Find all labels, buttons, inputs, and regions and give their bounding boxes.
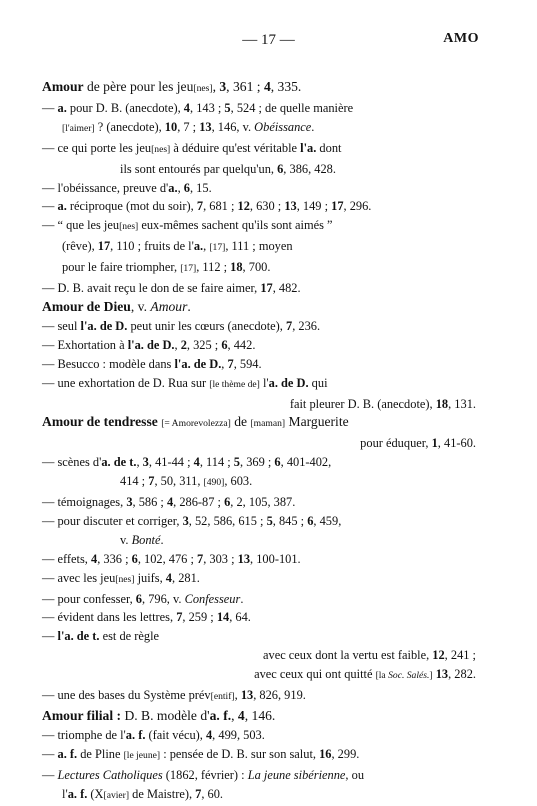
bold-ref: 10	[164, 119, 178, 134]
entry-text: , 482.	[272, 281, 301, 296]
bracket-insert: [nes]	[193, 83, 213, 94]
entry-line	[42, 197, 502, 216]
entry-line	[42, 726, 502, 745]
bracket-insert: [la	[375, 670, 389, 682]
bold-ref: 7	[285, 318, 293, 333]
entry-text: de Pline	[77, 746, 124, 761]
entry-text: eux-mêmes sachent qu'ils sont aimés ”	[138, 218, 333, 233]
entry-text: de	[230, 414, 251, 430]
entry-text: , 100-101.	[250, 551, 301, 566]
bracket-insert: [17]	[209, 242, 226, 254]
entry-text: — l'obéissance, preuve d'	[42, 180, 169, 195]
entry-line	[42, 590, 502, 609]
entry-text: , 50, 311,	[154, 474, 204, 489]
entry-text: pour le faire triompher,	[62, 260, 181, 275]
entry-text: avec ceux dont la vertu est faible,	[263, 648, 433, 663]
bold-ref: 6	[307, 513, 314, 528]
bold-ref: a. de D.	[268, 375, 309, 390]
entry-text: , 259 ;	[182, 610, 217, 625]
entry-line	[42, 766, 502, 785]
entry-text: avec ceux qui ont quitté	[254, 667, 376, 682]
bold-ref: a. f.	[209, 708, 232, 723]
page-number: — 17 —	[242, 32, 295, 48]
entry-text: , 111 ; moyen	[225, 239, 293, 254]
entry-text: , 110 ; fruits de l'	[110, 239, 194, 254]
entry-text: pour D. B. (anecdote),	[66, 100, 184, 115]
bold-ref: 13	[435, 667, 449, 682]
entry-text: , 143 ;	[190, 100, 225, 115]
entry-text: (X	[87, 786, 104, 801]
entry-text: , 586 ;	[132, 495, 167, 510]
bold-ref: 3	[219, 79, 227, 94]
entry-text: , 594.	[233, 356, 262, 371]
bold-ref: a.	[168, 180, 178, 195]
bold-ref: 17	[260, 281, 273, 296]
entry-text: , 524 ; de quelle manière	[230, 100, 354, 115]
entry-text: fait pleurer D. B. (anecdote),	[289, 396, 436, 411]
bold-ref: 13	[240, 688, 254, 703]
bold-ref: l'a.	[300, 140, 317, 155]
entry-text: .	[311, 119, 315, 134]
bold-ref: 6	[131, 551, 138, 566]
entry-text: , 102, 476 ;	[137, 551, 198, 566]
bold-ref: 4	[165, 570, 172, 585]
entry-line	[42, 99, 502, 118]
entry-text: — ce qui porte les jeu	[42, 140, 152, 155]
bold-ref: 4	[193, 455, 200, 470]
entry-line	[42, 785, 502, 806]
bold-ref: 17	[97, 239, 111, 254]
entry-text: , 7 ;	[177, 119, 200, 134]
entry-text: , 335.	[270, 79, 302, 94]
entry-text: —	[42, 100, 58, 115]
entry-text: , 459,	[313, 513, 342, 528]
entry-line	[42, 118, 502, 139]
entry-line	[42, 608, 502, 627]
entry-line	[42, 237, 502, 258]
entry-text: (1862, février) :	[162, 767, 248, 782]
entry-text: , 236.	[292, 318, 321, 333]
entry-text: — une des bases du Système prév	[42, 688, 211, 703]
entry-text: Marguerite	[285, 414, 349, 430]
entry-text: ,	[231, 708, 238, 723]
bold-ref: 4	[205, 727, 213, 742]
bold-ref: l'a. de D.	[127, 337, 175, 352]
entry-text: juifs,	[134, 570, 166, 585]
bold-ref: 4	[263, 79, 271, 94]
entry-text: , 681 ;	[203, 199, 238, 214]
bold-ref: 14	[216, 610, 230, 625]
entry-text: , 361 ;	[226, 79, 264, 94]
italic-ref: Lectures Catholiques	[57, 767, 163, 782]
bold-ref: 16	[319, 746, 332, 761]
entry-text: pour éduquer,	[360, 436, 432, 451]
entry-text: , 146, v.	[211, 119, 255, 134]
entry-text: , 603.	[224, 474, 253, 489]
bold-ref: 5	[224, 100, 231, 115]
entry-text: — “ que les jeu	[42, 218, 120, 233]
entry-text: , v.	[130, 298, 151, 314]
index-key: AMO	[443, 31, 479, 46]
headword: Amour	[42, 79, 84, 94]
entry-text: l'	[62, 786, 68, 801]
italic-ref: La jeune sibérienne	[247, 767, 346, 782]
bold-ref: 6	[274, 455, 281, 470]
entry-line	[42, 434, 502, 453]
bold-ref: 7	[196, 199, 204, 214]
entry-text: peut unir les cœurs (anecdote),	[127, 318, 286, 333]
bold-ref: 3	[126, 495, 133, 510]
entry-text: est de règle	[99, 629, 160, 644]
entry-text: (rêve),	[62, 239, 98, 254]
italic-ref: Bonté	[131, 532, 161, 547]
bold-ref: 13	[237, 551, 251, 566]
entry-text: , 845 ;	[272, 513, 308, 528]
entry-line	[42, 258, 502, 279]
entry-line	[42, 665, 502, 686]
entry-text: de Maistre),	[129, 786, 196, 801]
entry-text: , 60.	[201, 786, 224, 801]
bold-ref: 7	[195, 786, 202, 801]
bold-ref: 17	[331, 199, 344, 214]
entry-text: ,	[221, 356, 228, 371]
bold-ref: 7	[176, 610, 183, 625]
entry-text: , 796, v.	[142, 591, 185, 606]
bracket-insert: [le thème de]	[209, 378, 260, 390]
entry-line	[42, 745, 502, 766]
bracket-insert: [l'aimer]	[62, 122, 95, 134]
italic-ref: Amour	[150, 298, 188, 314]
entry-text: , 286-87 ;	[173, 495, 225, 510]
bold-ref: 6	[183, 180, 190, 195]
entry-text: , 241 ;	[444, 648, 476, 663]
entry-text: .	[187, 298, 191, 314]
bold-ref: 2	[180, 337, 187, 352]
entry-text: , 114 ;	[199, 455, 234, 470]
entry-text: — pour confesser,	[42, 591, 136, 606]
entry-text: , 700.	[242, 260, 271, 275]
bracket-insert: ]	[429, 670, 433, 682]
entry-text: , 826, 919.	[253, 688, 306, 703]
entry-text: —	[42, 199, 58, 214]
bold-ref: 3	[182, 513, 189, 528]
bracket-insert: [490]	[203, 477, 225, 489]
entry-heading-line	[42, 707, 502, 726]
entry-text: ils sont entourés par quelqu'un,	[120, 161, 278, 176]
headword: Amour filial :	[42, 708, 122, 723]
entry-text: , 303 ;	[203, 551, 238, 566]
bold-ref: 6	[135, 591, 142, 606]
entry-text: D. B. modèle d'	[121, 708, 210, 723]
bold-ref: 6	[277, 161, 284, 176]
entry-text: , 299.	[331, 746, 360, 761]
bold-ref: 7	[148, 474, 155, 489]
entry-text: à déduire qu'est véritable	[170, 140, 301, 155]
entry-text: .	[160, 532, 164, 547]
entry-text: —	[42, 746, 58, 761]
entry-text: ,	[212, 79, 220, 94]
bold-ref: l'a. de D.	[80, 318, 128, 333]
entry-text: de père pour les jeu	[83, 79, 194, 94]
entry-line	[42, 139, 502, 160]
bracket-insert: [nes]	[115, 573, 135, 585]
entry-text: — évident dans les lettres,	[42, 610, 177, 625]
entry-text: , 131.	[448, 396, 476, 411]
entry-text: , 149 ;	[296, 199, 332, 214]
entry-text: , 336 ;	[97, 551, 132, 566]
bold-ref: 5	[233, 455, 240, 470]
entry-line	[42, 374, 502, 395]
entry-line	[42, 317, 502, 336]
entry-text: — avec les jeu	[42, 570, 116, 585]
entry-text: (fait vécu),	[145, 727, 206, 742]
entry-text: , 401-402,	[280, 455, 332, 470]
bold-ref: 18	[230, 260, 243, 275]
entry-text: ,	[177, 180, 184, 195]
entry-text: — seul	[42, 318, 81, 333]
bracket-insert: [nes]	[119, 221, 139, 233]
entry-line	[42, 216, 502, 237]
entry-text: ,	[234, 688, 241, 703]
headword: Amour de tendresse	[42, 414, 158, 430]
bold-ref: a.	[57, 100, 67, 115]
bold-ref: 7	[227, 356, 234, 371]
bold-ref: 7	[197, 551, 204, 566]
entry-line	[42, 355, 502, 374]
entry-line	[42, 569, 502, 590]
italic-ref: Obéissance	[254, 119, 312, 134]
entry-text: dont	[316, 140, 342, 155]
entry-line	[42, 627, 502, 646]
entry-text: — D. B. avait reçu le don de se faire aimer,	[42, 281, 261, 296]
italic-ref: Confesseur	[184, 591, 241, 606]
bold-ref: 6	[221, 337, 228, 352]
entry-text: : pensée de D. B. sur son salut,	[160, 746, 320, 761]
entry-text: —	[42, 767, 58, 782]
bracket-insert: [le jeune]	[123, 749, 161, 761]
entry-text: , 15.	[189, 180, 212, 195]
entry-text: —	[42, 629, 58, 644]
entry-text: , 52, 586, 615 ;	[188, 513, 267, 528]
bold-ref: l'a. de D.	[174, 356, 222, 371]
bold-ref: 12	[237, 199, 250, 214]
bold-ref: a. f.	[125, 727, 146, 742]
entry-heading-line	[42, 78, 502, 99]
entry-text: , 41-44 ;	[148, 455, 194, 470]
entry-text: , 325 ;	[186, 337, 222, 352]
entry-heading-line	[42, 413, 502, 434]
entry-line	[42, 512, 502, 531]
bold-ref: a.	[57, 199, 67, 214]
entry-text: , 282.	[448, 667, 476, 682]
entry-text: , 41-60.	[437, 436, 476, 451]
entry-text: , 499, 503.	[212, 727, 265, 742]
bracket-insert: [maman]	[250, 418, 286, 430]
bold-ref: 13	[284, 199, 297, 214]
entry-text: , 64.	[229, 610, 251, 625]
entry-line	[42, 472, 502, 493]
entry-text: , 2, 105, 387.	[230, 495, 296, 510]
entry-text: v.	[120, 532, 132, 547]
entry-text: ,	[203, 239, 210, 254]
bracket-insert: [avier]	[103, 789, 130, 801]
headword: Amour de Dieu	[42, 298, 131, 314]
entry-line	[42, 493, 502, 512]
bold-ref: 4	[237, 708, 245, 723]
entry-text: , ou	[345, 767, 365, 782]
bracket-insert: Soc. Salés.	[388, 670, 430, 682]
entry-text: — effets,	[42, 551, 91, 566]
entry-text: — une exhortation de D. Rua sur	[42, 375, 210, 390]
bold-ref: 4	[90, 551, 98, 566]
entry-line	[42, 646, 502, 665]
bold-ref: a. f.	[57, 746, 78, 761]
entry-text: ? (anecdote),	[94, 119, 165, 134]
entry-text: — Exhortation à	[42, 337, 128, 352]
entry-line	[42, 550, 502, 569]
entry-line	[42, 179, 502, 198]
entry-text: qui	[308, 375, 328, 390]
index-entries	[42, 78, 502, 806]
entry-text: , 369 ;	[240, 455, 275, 470]
bold-ref: 3	[142, 455, 149, 470]
entry-text: l'	[259, 375, 269, 390]
bold-ref: 6	[224, 495, 231, 510]
bold-ref: 18	[435, 396, 449, 411]
entry-line	[42, 336, 502, 355]
bold-ref: 4	[166, 495, 174, 510]
bracket-insert: [nes]	[151, 143, 171, 155]
bold-ref: 5	[266, 513, 273, 528]
entry-text: , 281.	[172, 570, 200, 585]
entry-text: ,	[136, 455, 143, 470]
entry-text: ,	[174, 337, 181, 352]
bold-ref: 4	[183, 100, 190, 115]
bracket-insert: [17]	[180, 263, 197, 275]
bold-ref: 13	[199, 119, 212, 134]
bracket-insert: [entif]	[210, 691, 235, 703]
entry-text: , 386, 428.	[283, 161, 336, 176]
entry-text: .	[240, 591, 244, 606]
entry-text: , 442.	[227, 337, 256, 352]
entry-text: — triomphe de l'	[42, 727, 126, 742]
entry-text: réciproque (mot du soir),	[66, 199, 197, 214]
entry-line	[42, 160, 502, 179]
bold-ref: l'a. de t.	[57, 629, 100, 644]
bold-ref: 12	[432, 648, 445, 663]
bracket-insert: [= Amorevolezza]	[161, 418, 231, 430]
entry-text: 414 ;	[120, 474, 149, 489]
entry-line	[42, 279, 502, 298]
bold-ref: 1	[431, 436, 438, 451]
entry-text: — pour discuter et corriger,	[42, 513, 183, 528]
entry-text: — Besucco : modèle dans	[42, 356, 175, 371]
entry-text: — témoignages,	[42, 495, 127, 510]
entry-heading-line	[42, 298, 502, 317]
bold-ref: a. f.	[67, 786, 88, 801]
entry-text: , 296.	[343, 199, 372, 214]
entry-line	[42, 686, 502, 707]
entry-line	[42, 453, 502, 472]
entry-text: , 630 ;	[249, 199, 285, 214]
entry-line	[42, 531, 502, 550]
bold-ref: a.	[193, 239, 204, 254]
entry-text: — scènes d'	[42, 455, 102, 470]
entry-text: , 146.	[244, 708, 276, 723]
entry-line	[42, 395, 502, 414]
bold-ref: a. de t.	[101, 455, 137, 470]
entry-text: , 112 ;	[196, 260, 231, 275]
